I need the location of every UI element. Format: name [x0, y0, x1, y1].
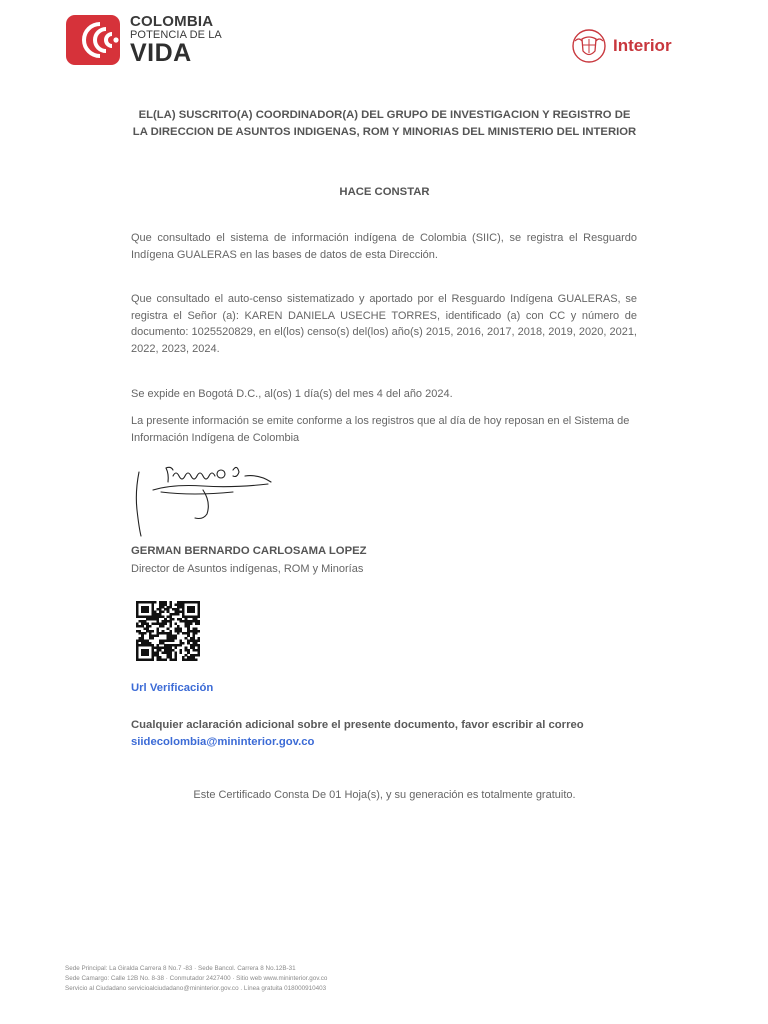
ministry-name: Interior	[613, 36, 672, 55]
brand-line-2: POTENCIA DE LA	[130, 29, 222, 41]
paragraph-census: Que consultado el auto-censo sistematizado y aportado por el Resguardo Indígena GUALERAS, se registra el Señor (a): KAREN DANIELA USECHE TORRES, identificado (a) con CC y número de documento: 1025520829, en el(los) censo(s) del(los) año(s) 2015, 2016, 2017, 2018, 2019, 2020, 2021, 2022, 2023, 2024.	[131, 293, 637, 355]
verification-url-link[interactable]: Url Verificación	[131, 682, 214, 694]
contact-email-link[interactable]: siidecolombia@mininterior.gov.co	[131, 735, 315, 748]
contact-block	[131, 717, 584, 750]
coat-of-arms-icon	[571, 27, 607, 65]
certificate-footer-note: Este Certificado Consta De 01 Hoja(s), y su generación es totalmente gratuito.	[193, 789, 576, 801]
signer-name: GERMAN BERNARDO CARLOSAMA LOPEZ	[131, 545, 367, 557]
address-line-3: Servicio al Ciudadano servicioalciudadano@mininterior.gov.co . Línea gratuita 018000910403	[65, 985, 327, 992]
handwritten-signature	[133, 462, 278, 540]
document-title: EL(LA) SUSCRITO(A) COORDINADOR(A) DEL GRUPO DE INVESTIGACION Y REGISTRO DE LA DIRECCION DE ASUNTOS INDIGENAS, ROM Y MINORIAS DEL MINISTERIO DEL INTERIOR	[132, 109, 637, 138]
paragraph-siic: Que consultado el sistema de información indígena de Colombia (SIIC), se registra el Resguardo Indígena GUALERAS en las bases de datos de esta Dirección.	[131, 232, 637, 261]
signer-role: Director de Asuntos indígenas, ROM y Minorías	[131, 563, 364, 575]
contact-text: Cualquier aclaración adicional sobre el presente documento, favor escribir al correo	[131, 719, 584, 731]
address-line-2: Sede Camargo: Calle 12B No. 8-38 · Conmutador 2427400 · Sitio web www.mininterior.gov.co	[65, 975, 328, 982]
paragraph-issued: Se expide en Bogotá D.C., al(os) 1 día(s) del mes 4 del año 2024.	[131, 388, 453, 400]
colombia-potencia-de-la-vida-logo	[66, 14, 222, 66]
verification-qr-code[interactable]	[136, 601, 200, 661]
brand-line-3: VIDA	[130, 39, 192, 67]
brand-mark-icon	[66, 15, 120, 65]
address-footer	[65, 964, 327, 994]
brand-line-1: COLOMBIA	[130, 13, 214, 30]
address-line-1: Sede Principal: La Giralda Carrera 8 No.7 -83 · Sede Bancol. Carrera 8 No.12B-31	[65, 965, 296, 972]
brand-text	[130, 14, 222, 66]
paragraph-disclaimer: La presente información se emite conforme a los registros que al día de hoy reposan en el Sistema de Información Indígena de Colombia	[131, 415, 630, 444]
document-heading: HACE CONSTAR	[339, 186, 430, 198]
ministerio-interior-logo	[571, 27, 672, 65]
